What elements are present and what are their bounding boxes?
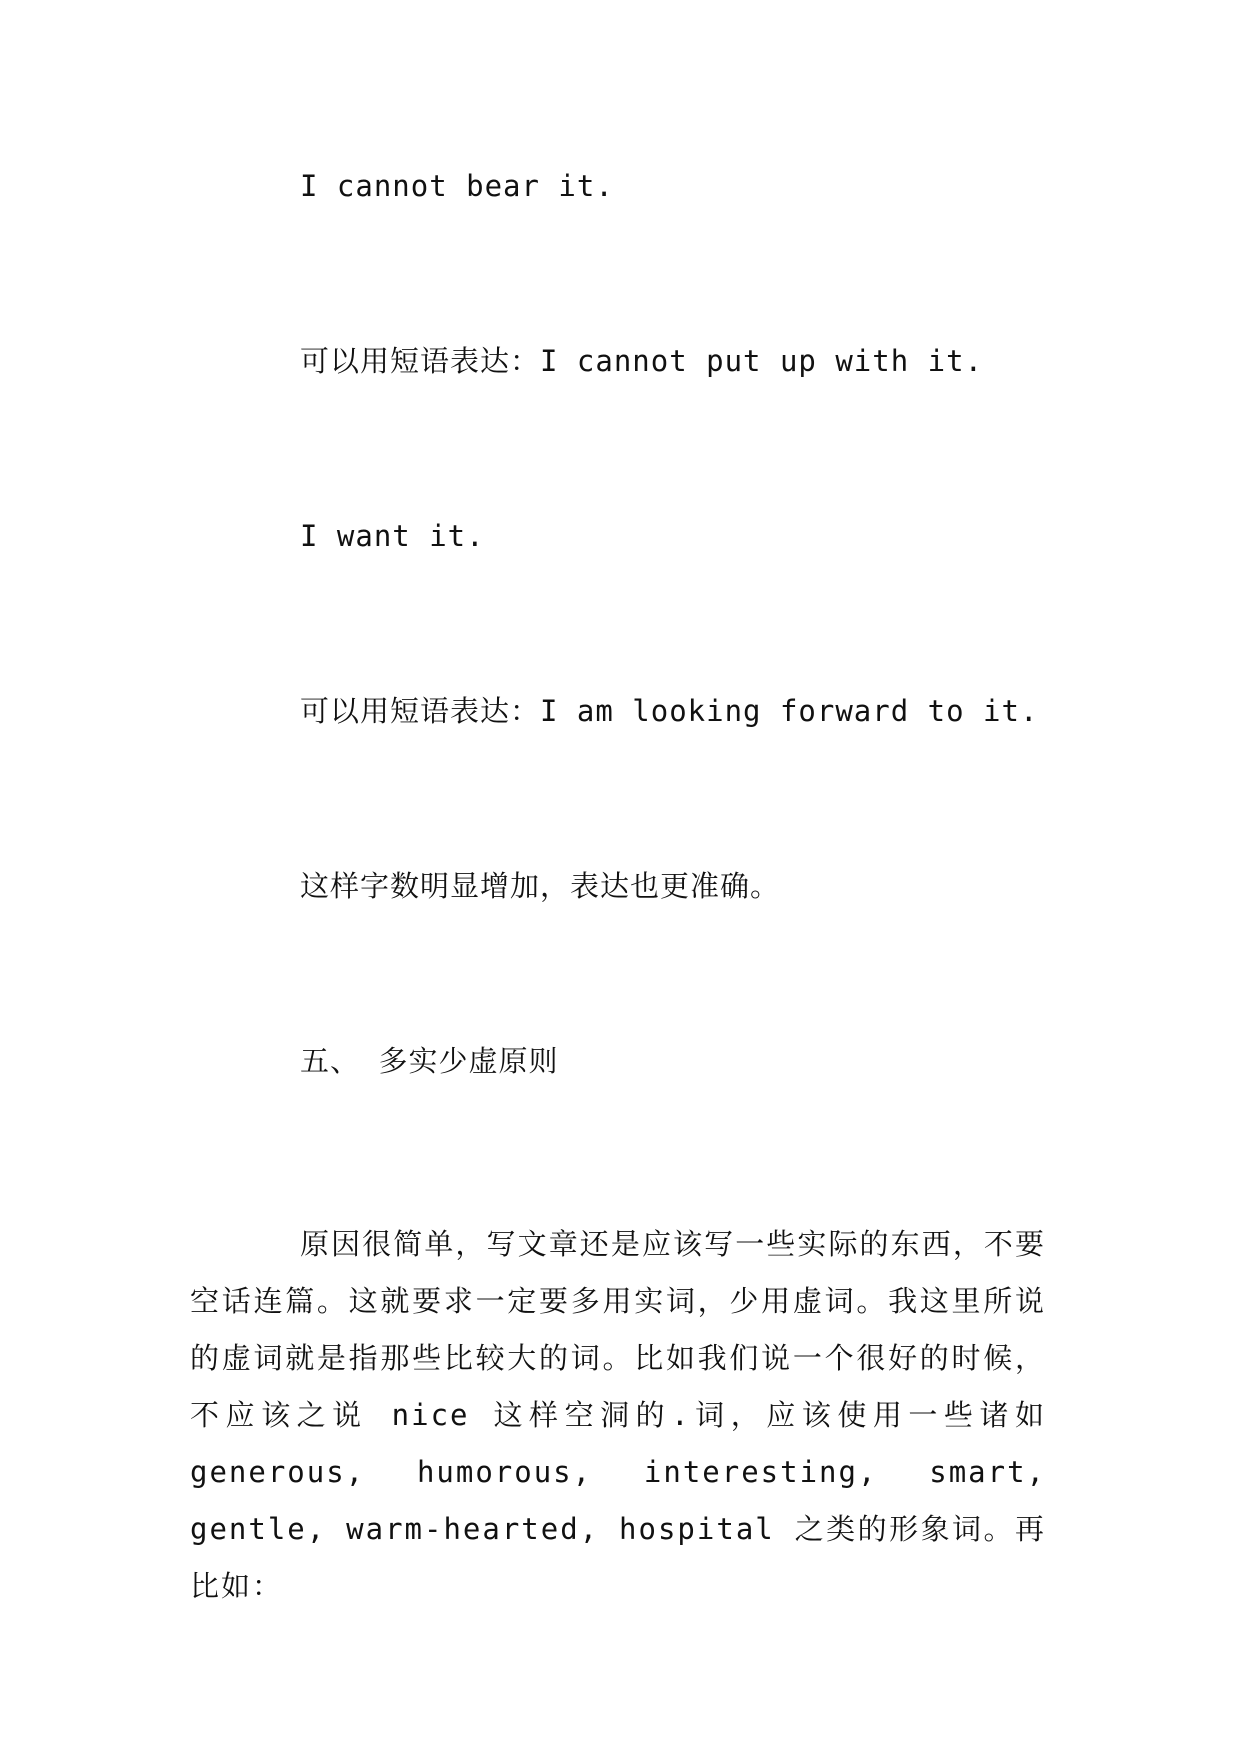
summary-sentence: 这样字数明显增加，表达也更准确。 <box>300 869 781 903</box>
body-paragraph: 原因很简单，写文章还是应该写一些实际的东西，不要空话连篇。这就要求一定要多用实词，少用虚词。我这里所说的虚词就是指那些比较大的词。比如我们说一个很好的时候，不应该之说 nice 这样空洞的.词，应该使用一些诸如 generous, humorous, interesting, smart, gentle, warm-hearted, hospital 之类的形象词。再比如： <box>190 1227 1046 1603</box>
example-sentence-bear: I cannot bear it. <box>300 169 614 203</box>
example-sentence-want: I want it. <box>300 519 485 553</box>
section-heading: 五、 多实少虚原则 <box>300 1044 559 1078</box>
phrase-expression-looking-forward: 可以用短语表达：I am looking forward to it. <box>300 694 1039 728</box>
phrase-expression-put-up-with: 可以用短语表达：I cannot put up with it. <box>300 344 984 378</box>
